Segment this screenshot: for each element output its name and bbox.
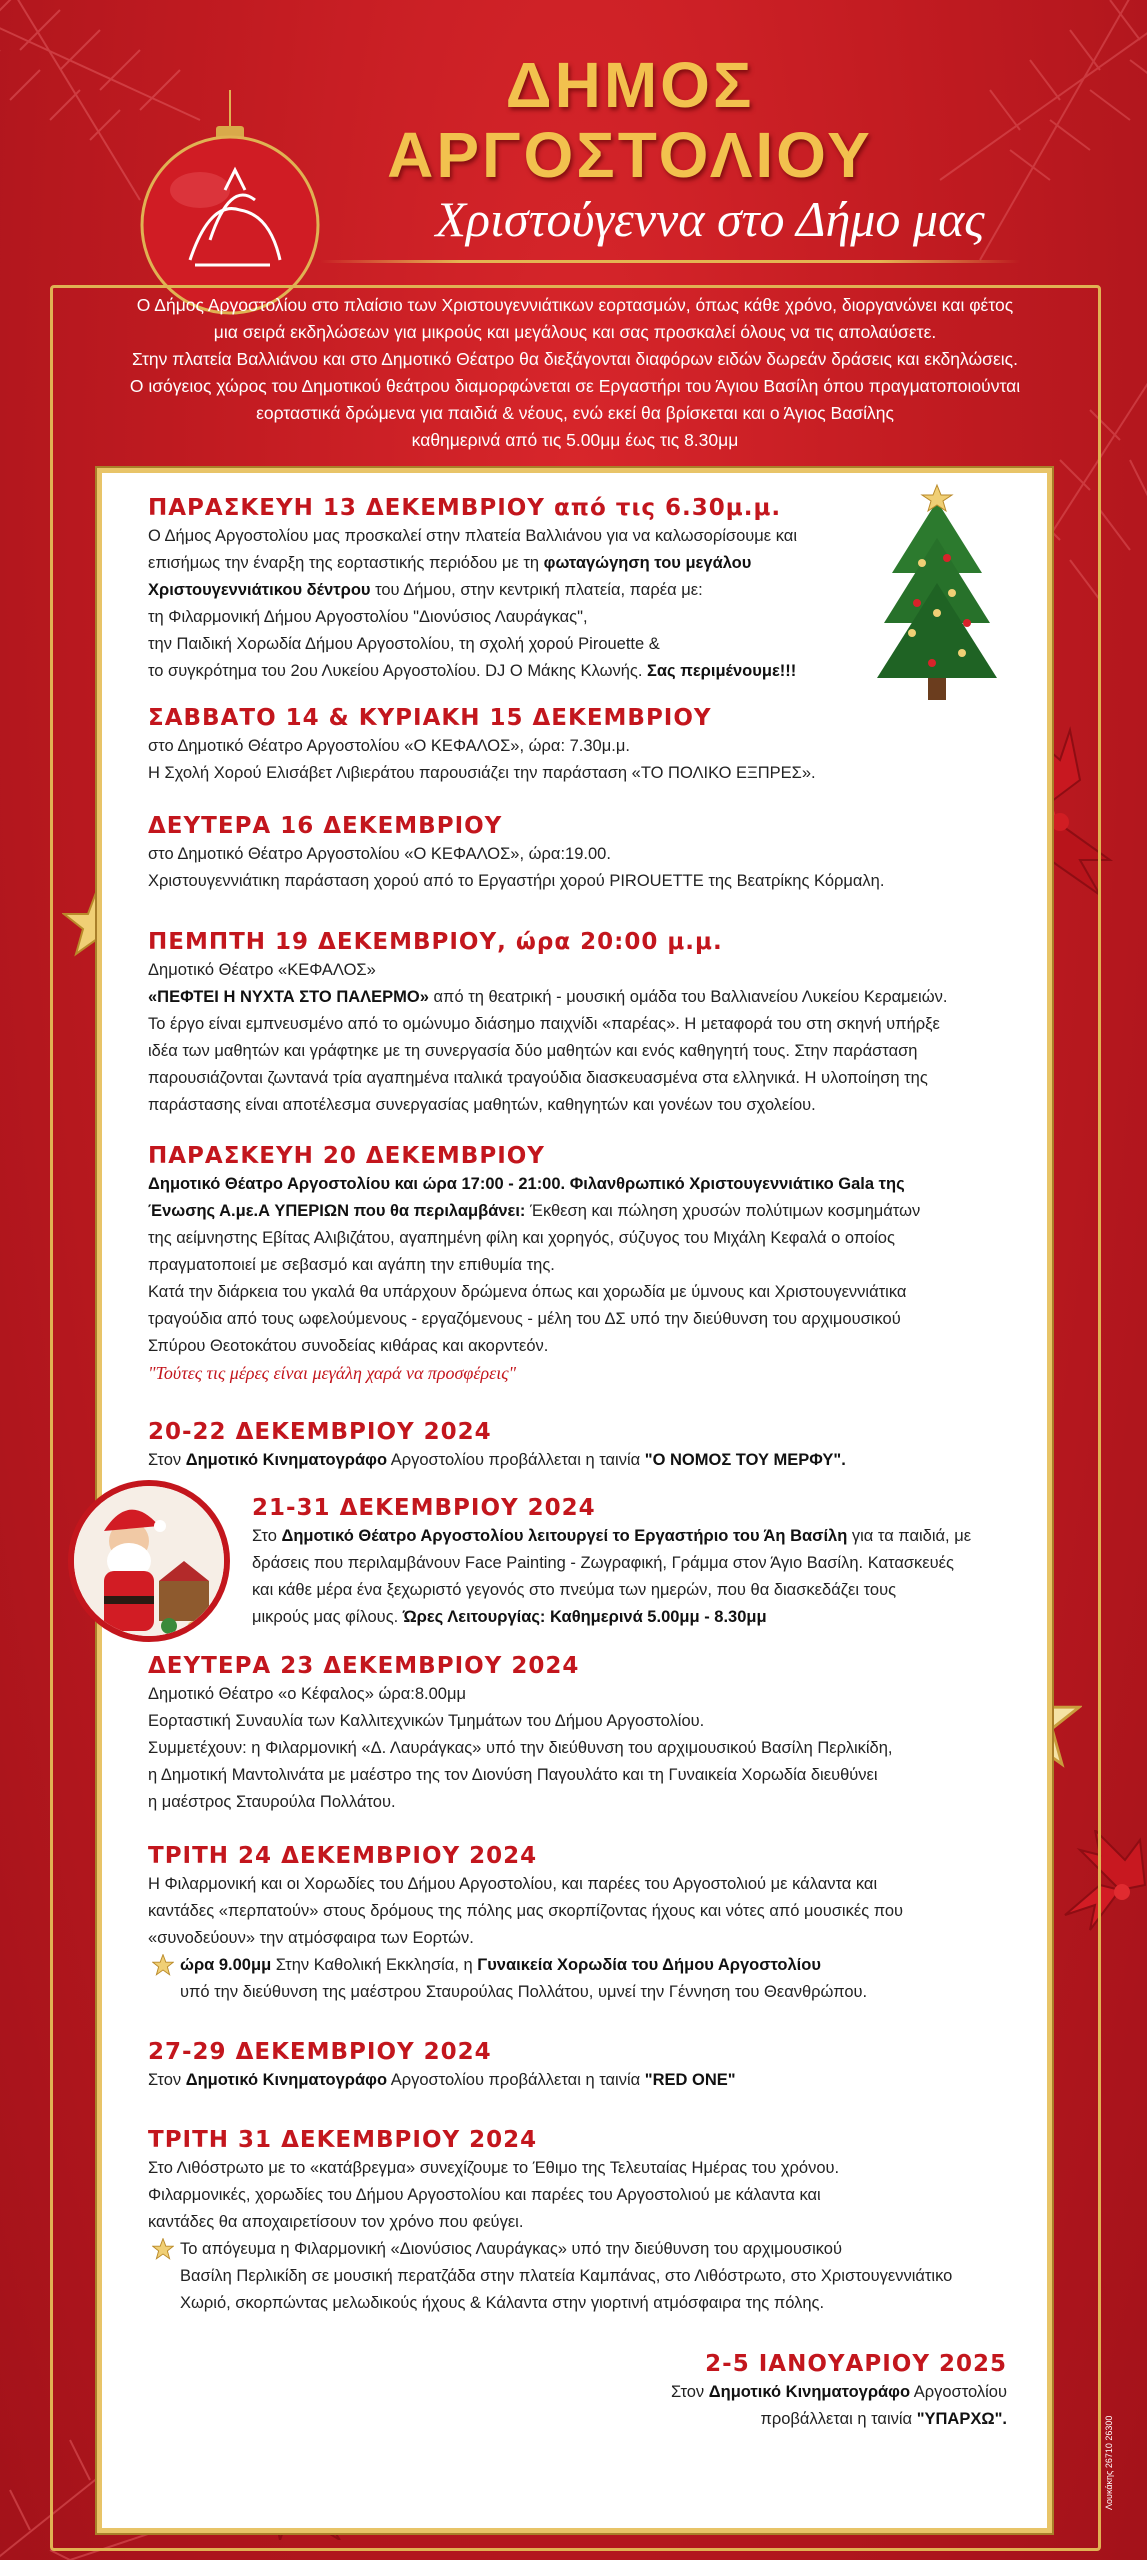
event-heading: ΠΕΜΠΤΗ 19 ΔΕΚΕΜΒΡΙΟΥ, ώρα 20:00 μ.μ. <box>148 929 723 955</box>
event-line: και κάθε μέρα ένα ξεχωριστό γεγονός στο πνεύμα των ημερών, που θα διασκεδάζει τους <box>252 1581 897 1599</box>
event-heading: 20-22 ΔΕΚΕΜΒΡΙΟΥ 2024 <box>148 1419 492 1445</box>
event-line: Χριστουγεννιάτικη παράσταση χορού από το Εργαστήρι χορού PIROUETTE της Βεατρίκης Κόρμαλη. <box>148 872 885 890</box>
event-heading: ΤΡΙΤΗ 31 ΔΕΚΕΜΒΡΙΟΥ 2024 <box>148 2127 538 2153</box>
event-line: τραγούδια από τους ωφελούμενους - εργαζόμενους - μέλη του ΔΣ υπό την διεύθυνση του αρχιμουσικού <box>148 1310 901 1328</box>
events-panel <box>97 468 1052 2533</box>
gold-divider <box>320 260 1020 263</box>
printer-credit <box>1100 2340 1120 2520</box>
text-run-bold: Ένωσης Α.με.Α ΥΠΕΡΙΩΝ που θα περιλαμβάνει: <box>148 1202 526 1220</box>
event-line <box>148 984 1008 1011</box>
text-run-bold: Χριστουγεννιάτικου δέντρου <box>148 581 371 599</box>
event-dec-14-15 <box>148 705 1008 787</box>
event-dec-31 <box>148 2127 1008 2317</box>
event-line: της αείμνηστης Εβίτας Αλιβιζάτου, αγαπημένη φίλη και χορηγός, σύζυγος του Μιχάλη Κεφαλά ο οποίος <box>148 1229 895 1247</box>
text-run-bold: φωταγώγηση του μεγάλου <box>543 554 752 572</box>
event-line: Εορταστική Συναυλία των Καλλιτεχνικών Τμημάτων του Δήμου Αργοστολίου. <box>148 1712 705 1730</box>
event-line: Χωριό, σκορπώντας μελωδικούς ήχους & Κάλαντα στην γιορτινή ατμόσφαιρα της πόλης. <box>180 2294 825 2312</box>
text-run-bold: Δημοτικό Κινηματογράφο <box>185 2071 388 2089</box>
event-line: Φιλαρμονικές, χορωδίες του Δήμου Αργοστολίου και παρέες του Αργοστολιού με κάλαντα και <box>148 2186 821 2204</box>
text-run-bold: "RED ONE" <box>644 2071 736 2089</box>
text-run: Στον <box>671 2383 709 2401</box>
text-run: Αργοστολίου προβάλλεται η ταινία <box>387 1451 645 1469</box>
event-line: παρουσιάζονται ζωντανά τρία αγαπημένα ιταλικά τραγούδια διασκευασμένα στα ελληνικά. Η υλοποίηση της <box>148 1069 928 1087</box>
intro-text <box>95 292 1055 454</box>
event-line: Ο Δήμος Αργοστολίου μας προσκαλεί στην πλατεία Βαλλιάνου για να καλωσορίσουμε και <box>148 527 797 545</box>
text-run-bold: Δημοτικό Θέατρο Αργοστολίου και ώρα 17:00 - 21:00. Φιλανθρωπικό Χριστουγεννιάτικο Gala της <box>148 1175 905 1193</box>
text-run: Στο <box>252 1527 282 1545</box>
text-run-bold: "Ο ΝΟΜΟΣ ΤΟΥ ΜΕΡΦΥ". <box>644 1451 846 1469</box>
event-jan-2-5 <box>407 2351 1007 2433</box>
event-line: τη Φιλαρμονική Δήμου Αργοστολίου "Διονύσιος Λαυράγκας", <box>148 608 588 626</box>
text-run: επισήμως την έναρξη της εορταστικής περιόδου με τη <box>148 554 544 572</box>
event-line: πραγματοποιεί με σεβασμό και αγάπη την επιθυμία της. <box>148 1256 555 1274</box>
santa-icon <box>74 1486 224 1636</box>
event-dec-13 <box>148 495 868 685</box>
text-run: Στην Καθολική Εκκλησία, η <box>271 1956 478 1974</box>
event-dec-23 <box>148 1653 1008 1816</box>
event-line: Δημοτικό Θέατρο «ο Κέφαλος» ώρα:8.00μμ <box>148 1685 466 1703</box>
event-line <box>252 1523 1012 1550</box>
event-line: καντάδες «περπατούν» στους δρόμους της πόλης μας σκορπίζοντας ήχους και νότες από μουσικές που <box>148 1902 904 1920</box>
event-dec-27-29 <box>148 2039 1008 2094</box>
event-line <box>252 1604 1012 1631</box>
event-heading: ΔΕΥΤΕΡΑ 16 ΔΕΚΕΜΒΡΙΟΥ <box>148 813 503 839</box>
text-run-bold: Δημοτικό Κινηματογράφο <box>185 1451 388 1469</box>
event-dec-24 <box>148 1843 1008 2006</box>
text-run: το συγκρότημα του 2ου Λυκείου Αργοστολίου. DJ Ο Μάκης Κλωνής. <box>148 662 647 680</box>
text-run-bold: ώρα 9.00μμ <box>180 1956 272 1974</box>
municipality-title <box>370 50 890 190</box>
event-line <box>148 1447 1008 1474</box>
event-dec-20 <box>148 1143 1008 1387</box>
event-line <box>407 2406 1007 2433</box>
event-line <box>407 2379 1007 2406</box>
christmas-ornament-emblem-icon <box>130 90 330 320</box>
event-line: την Παιδική Χορωδία Δήμου Αργοστολίου, τη σχολή χορού Pirouette & <box>148 635 660 653</box>
event-line <box>148 1171 1008 1198</box>
event-line: Η Σχολή Χορού Ελισάβετ Λιβιεράτου παρουσιάζει την παράσταση «ΤΟ ΠΟΛΙΚΟ ΕΞΠΡΕΣ». <box>148 764 816 782</box>
event-line <box>148 1198 1008 1225</box>
event-line <box>148 550 868 577</box>
event-line <box>148 577 868 604</box>
intro-line: Στην πλατεία Βαλλιάνου και στο Δημοτικό Θέατρο θα διεξάγονται διαφόρων ειδών δωρεάν δράσεις και εκδηλώσεις. <box>132 349 1018 369</box>
event-heading: ΠΑΡΑΣΚΕΥΗ 13 ΔΕΚΕΜΒΡΙΟΥ από τις 6.30μ.μ. <box>148 495 782 521</box>
event-line: Δημοτικό Θέατρο «ΚΕΦΑΛΟΣ» <box>148 961 376 979</box>
text-run-bold: Γυναικεία Χορωδία του Δήμου Αργοστολίου <box>477 1956 821 1974</box>
title-line-2: ΑΡΓΟΣΤΟΛΙΟΥ <box>387 119 873 191</box>
event-line <box>148 658 868 685</box>
event-heading: ΠΑΡΑΣΚΕΥΗ 20 ΔΕΚΕΜΒΡΙΟΥ <box>148 1143 545 1169</box>
text-run: του Δήμου, στην κεντρική πλατεία, παρέα με: <box>370 581 703 599</box>
event-line: η μαέστρος Σταυρούλα Πολλάτου. <box>148 1793 396 1811</box>
event-line: δράσεις που περιλαμβάνουν Face Painting - Ζωγραφική, Γράμμα στον Άγιο Βασίλη. Κατασκευές <box>252 1554 954 1572</box>
event-line: ιδέα των μαθητών και γράφτηκε με τη συνεργασία δύο μαθητών και ενός καθηγητή τους. Στην παράσταση <box>148 1042 918 1060</box>
text-run: Στον <box>148 2071 186 2089</box>
event-line <box>148 1952 1008 1979</box>
text-run-bold: Σας περιμένουμε!!! <box>647 662 797 680</box>
event-quote: "Τούτες τις μέρες είναι μεγάλη χαρά να προσφέρεις" <box>148 1363 517 1383</box>
text-run: Αργοστολίου προβάλλεται η ταινία <box>387 2071 645 2089</box>
event-line <box>148 2067 1008 2094</box>
event-line <box>148 2236 1008 2263</box>
mini-star-icon <box>152 2238 174 2260</box>
event-line: στο Δημοτικό Θέατρο Αργοστολίου «Ο ΚΕΦΑΛΟΣ», ώρα:19.00. <box>148 845 611 863</box>
text-run: Στον <box>148 1451 186 1469</box>
event-line: υπό την διεύθυνση της μαέστρου Σταυρούλας Πολλάτου, υμνεί την Γέννηση του Θεανθρώπου. <box>180 1983 868 2001</box>
event-line: στο Δημοτικό Θέατρο Αργοστολίου «Ο ΚΕΦΑΛΟΣ», ώρα: 7.30μ.μ. <box>148 737 630 755</box>
event-line: Στο Λιθόστρωτο με το «κατάβρεγμα» συνεχίζουμε το Έθιμο της Τελευταίας Ημέρας του χρόνου. <box>148 2159 840 2177</box>
text-run-bold: Δημοτικό Κινηματογράφο <box>708 2383 911 2401</box>
event-line: Συμμετέχουν: η Φιλαρμονική «Δ. Λαυράγκας» υπό την διεύθυνση του αρχιμουσικού Βασίλη Περλικίδη, <box>148 1739 893 1757</box>
event-heading: 2-5 ΙΑΝΟΥΑΡΙΟΥ 2025 <box>705 2351 1007 2377</box>
text-run-bold: Δημοτικό Θέατρο Αργοστολίου λειτουργεί το Εργαστήριο του Άη Βασίλη <box>281 1527 848 1545</box>
event-dec-16 <box>148 813 1008 895</box>
event-line: Η Φιλαρμονική και οι Χορωδίες του Δήμου Αργοστολίου, και παρέες του Αργοστολιού με κάλαντα και <box>148 1875 878 1893</box>
intro-line: Ο ισόγειος χώρος του Δημοτικού θεάτρου διαμορφώνεται σε Εργαστήρι του Άγιου Βασίλη όπου πραγματοποιούνται <box>129 376 1021 396</box>
event-dec-21-31 <box>252 1495 1012 1631</box>
event-heading: ΤΡΙΤΗ 24 ΔΕΚΕΜΒΡΙΟΥ 2024 <box>148 1843 538 1869</box>
event-line: Το έργο είναι εμπνευσμένο από το ομώνυμο διάσημο παιχνίδι «παρέας». Η μεταφορά του στη σκηνή υπήρξε <box>148 1015 940 1033</box>
intro-line: εορταστικά δρώμενα για παιδιά & νέους, ενώ εκεί θα βρίσκεται και ο Άγιος Βασίλης <box>256 403 894 423</box>
event-dec-20-22 <box>148 1419 1008 1474</box>
text-run: μικρούς μας φίλους. <box>252 1608 403 1626</box>
text-run-bold: «ΠΕΦΤΕΙ Η ΝΥΧΤΑ ΣΤΟ ΠΑΛΕΡΜΟ» <box>148 988 429 1006</box>
event-line: Βασίλη Περλικίδη σε μουσική περατζάδα στην πλατεία Καμπάνας, στο Λιθόστρωτο, στο Χριστουγεννιάτικο <box>180 2267 953 2285</box>
text-run: Αργοστολίου <box>910 2383 1007 2401</box>
text-run: για τα παιδιά, με <box>847 1527 972 1545</box>
christmas-tree-icon <box>872 483 1002 713</box>
text-run: Το απόγευμα η Φιλαρμονική «Διονύσιος Λαυράγκας» υπό την διεύθυνση του αρχιμουσικού <box>180 2240 842 2258</box>
title-line-1: ΔΗΜΟΣ <box>505 49 755 121</box>
event-line: Κατά την διάρκεια του γκαλά θα υπάρχουν δρώμενα όπως και χορωδία με ύμνους και Χριστουγεννιάτικα <box>148 1283 907 1301</box>
mini-star-icon <box>152 1954 174 1976</box>
intro-line: καθημερινά από τις 5.00μμ έως τις 8.30μμ <box>411 430 739 450</box>
event-dec-19 <box>148 929 1008 1119</box>
event-heading: 21-31 ΔΕΚΕΜΒΡΙΟΥ 2024 <box>252 1495 596 1521</box>
event-line: Σπύρου Θεοτοκάτου συνοδείας κιθάρας και ακορντεόν. <box>148 1337 549 1355</box>
event-line: καντάδες θα αποχαιρετίσουν τον χρόνο που φεύγει. <box>148 2213 524 2231</box>
text-run: προβάλλεται η ταινία <box>760 2410 917 2428</box>
page-subtitle: Χριστούγεννα στο Δήμο μας <box>435 191 985 247</box>
event-line: παράστασης είναι αποτέλεσμα συνεργασίας μαθητών, καθηγητών και γονέων του σχολείου. <box>148 1096 816 1114</box>
text-run-bold: "ΥΠΑΡΧΩ". <box>916 2410 1007 2428</box>
text-run: από τη θεατρική - μουσική ομάδα του Βαλλιανείου Λυκείου Κεραμειών. <box>428 988 948 1006</box>
event-heading: ΔΕΥΤΕΡΑ 23 ΔΕΚΕΜΒΡΙΟΥ 2024 <box>148 1653 580 1679</box>
text-run: Έκθεση και πώληση χρυσών πολύτιμων κοσμημάτων <box>525 1202 921 1220</box>
event-heading: ΣΑΒΒΑΤΟ 14 & ΚΥΡΙΑΚΗ 15 ΔΕΚΕΜΒΡΙΟΥ <box>148 705 712 731</box>
event-heading: 27-29 ΔΕΚΕΜΒΡΙΟΥ 2024 <box>148 2039 492 2065</box>
holly-right-bottom-icon <box>1060 1830 1147 1940</box>
printer-credit-text: Λουκάκης 26710 26300 <box>1104 2415 1114 2510</box>
intro-line: μια σειρά εκδηλώσεων για μικρούς και μεγάλους και σας προσκαλεί όλους να τις απολαύσετε. <box>213 322 937 342</box>
santa-workshop-badge <box>68 1480 230 1642</box>
event-line: η Δημοτική Μαντολινάτα με μαέστρο της τον Διονύση Παγουλάτο και τη Γυναικεία Χορωδία διευθύνει <box>148 1766 878 1784</box>
intro-line: Ο Δήμος Αργοστολίου στο πλαίσιο των Χριστουγεννιάτικων εορτασμών, όπως κάθε χρόνο, διοργανώνει και φέτος <box>136 295 1014 315</box>
text-run-bold: Ώρες Λειτουργίας: Καθημερινά 5.00μμ - 8.30μμ <box>402 1608 767 1626</box>
event-line: «συνοδεύουν» την ατμόσφαιρα των Εορτών. <box>148 1929 474 1947</box>
